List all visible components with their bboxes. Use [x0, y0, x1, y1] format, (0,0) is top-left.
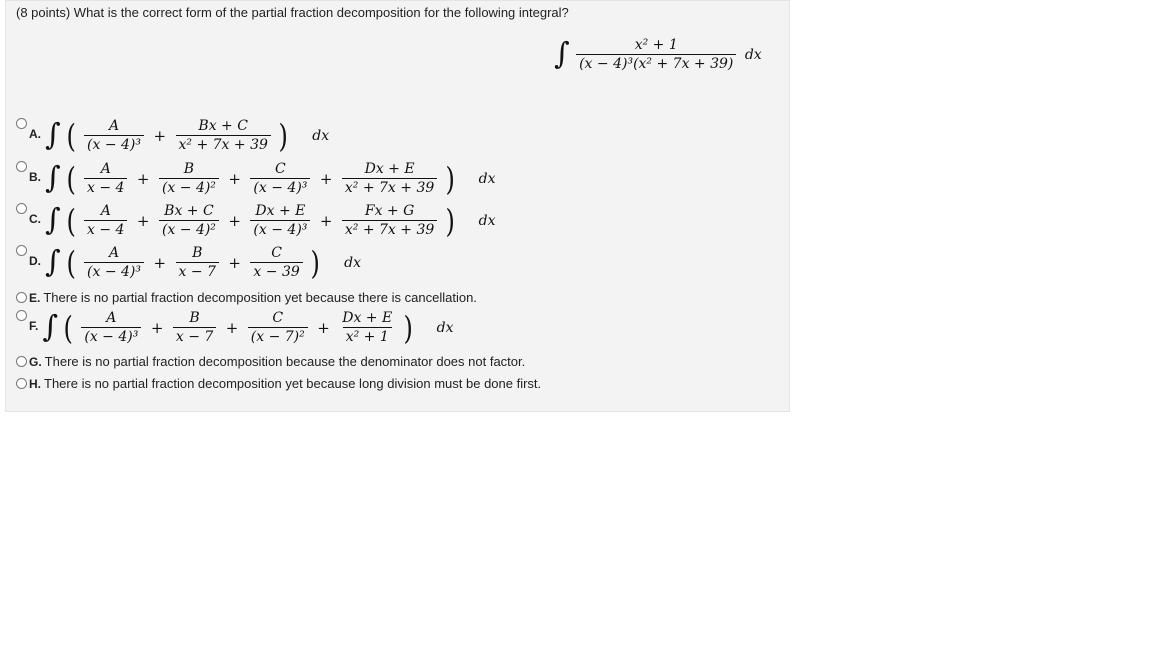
- integrand-numerator: x² + 1: [634, 37, 678, 53]
- option-letter: D.: [29, 254, 41, 268]
- term-fraction: [159, 161, 219, 196]
- radio-button-e[interactable]: [16, 292, 27, 303]
- option-letter: A.: [29, 127, 41, 141]
- plus-sign: +: [153, 253, 167, 272]
- option-letter: F.: [29, 319, 39, 333]
- option-d-expression: [45, 245, 361, 280]
- integral-sign: ∫: [45, 202, 61, 238]
- term-numerator: A: [106, 310, 117, 326]
- option-d[interactable]: [16, 245, 361, 280]
- term-denominator: (x − 4)²: [159, 220, 219, 238]
- option-b[interactable]: [16, 161, 496, 196]
- differential: dx: [436, 319, 454, 336]
- term-fraction: [176, 245, 219, 280]
- term-denominator: (x − 4)³: [250, 220, 310, 238]
- plus-sign: +: [319, 169, 333, 188]
- left-paren: (: [66, 116, 77, 155]
- term-denominator: x² + 7x + 39: [342, 178, 437, 196]
- plus-sign: +: [317, 318, 330, 337]
- term-fraction: [84, 161, 127, 196]
- radio-button-a[interactable]: [16, 118, 27, 129]
- differential: dx: [344, 254, 362, 271]
- plus-sign: +: [319, 211, 333, 230]
- term-fraction: [342, 161, 437, 196]
- option-f[interactable]: [16, 310, 453, 345]
- term-denominator: (x − 4)³: [84, 262, 144, 280]
- term-numerator: C: [275, 161, 286, 177]
- radio-button-d[interactable]: [16, 245, 27, 256]
- radio-button-g[interactable]: [16, 356, 27, 367]
- integral-sign: ∫: [42, 309, 58, 345]
- term-numerator: B: [192, 245, 203, 261]
- term-fraction: [84, 118, 144, 153]
- plus-sign: +: [228, 169, 241, 188]
- left-paren: (: [66, 243, 77, 282]
- radio-button-c[interactable]: [16, 203, 27, 214]
- term-numerator: C: [272, 310, 284, 326]
- integral-sign: ∫: [45, 244, 61, 280]
- term-fraction: [248, 310, 308, 345]
- option-c-expression: [45, 203, 496, 238]
- right-paren: ): [310, 243, 321, 282]
- term-denominator: x − 7: [173, 327, 216, 345]
- option-letter: C.: [29, 212, 41, 226]
- term-denominator: x − 39: [250, 262, 302, 280]
- term-fraction: [173, 310, 216, 345]
- integral-sign: ∫: [45, 117, 61, 153]
- question-integral: [554, 37, 762, 72]
- plus-sign: +: [228, 211, 241, 230]
- plus-sign: +: [150, 318, 164, 337]
- option-e[interactable]: [16, 290, 477, 305]
- option-c[interactable]: [16, 203, 496, 238]
- option-a-expression: [45, 118, 329, 153]
- term-numerator: Dx + E: [364, 161, 415, 177]
- term-denominator: x² + 7x + 39: [342, 220, 437, 238]
- term-denominator: x² + 1: [343, 327, 392, 345]
- term-numerator: A: [108, 118, 120, 134]
- option-h-text: There is no partial fraction decomposition yet because long division must be done first.: [44, 376, 542, 391]
- term-numerator: B: [183, 161, 195, 177]
- term-denominator: (x − 4)²: [159, 178, 219, 196]
- right-paren: ): [403, 308, 413, 347]
- term-numerator: Dx + E: [255, 203, 306, 219]
- option-g[interactable]: [16, 354, 525, 369]
- term-numerator: Bx + C: [164, 203, 214, 219]
- plus-sign: +: [136, 211, 150, 230]
- term-fraction: [84, 245, 144, 280]
- radio-button-f[interactable]: [16, 310, 27, 321]
- plus-sign: +: [228, 253, 241, 272]
- integrand-fraction: [576, 37, 736, 72]
- term-numerator: A: [100, 203, 111, 219]
- differential: dx: [478, 170, 496, 187]
- term-fraction: [84, 203, 127, 238]
- term-numerator: C: [271, 245, 282, 261]
- left-paren: (: [63, 308, 74, 347]
- option-h[interactable]: [16, 376, 541, 391]
- term-numerator: Bx + C: [198, 118, 248, 134]
- question-panel: [5, 0, 790, 412]
- term-denominator: x − 4: [84, 220, 127, 238]
- option-letter: G.: [29, 354, 42, 369]
- radio-button-b[interactable]: [16, 161, 27, 172]
- term-numerator: Fx + G: [364, 203, 415, 219]
- term-denominator: (x − 4)³: [84, 135, 144, 153]
- differential: dx: [478, 212, 496, 229]
- option-letter: H.: [29, 376, 41, 391]
- term-numerator: A: [108, 245, 120, 261]
- term-fraction: [176, 118, 271, 153]
- term-fraction: [250, 161, 310, 196]
- plus-sign: +: [225, 318, 239, 337]
- plus-sign: +: [136, 169, 150, 188]
- option-f-expression: [42, 310, 453, 345]
- term-denominator: (x − 7)²: [248, 327, 308, 345]
- left-paren: (: [66, 201, 77, 240]
- term-denominator: (x − 4)³: [250, 178, 310, 196]
- integral-sign: ∫: [45, 160, 61, 196]
- integral-sign: ∫: [554, 36, 570, 72]
- option-e-text: There is no partial fraction decomposition yet because there is cancellation.: [43, 290, 477, 305]
- term-numerator: B: [189, 310, 200, 326]
- term-fraction: [250, 203, 310, 238]
- right-paren: ): [445, 201, 455, 240]
- term-numerator: A: [100, 161, 111, 177]
- plus-sign: +: [153, 126, 167, 145]
- integrand-denominator: (x − 4)³(x² + 7x + 39): [576, 54, 736, 72]
- option-letter: E.: [29, 290, 41, 305]
- question-text: (8 points) What is the correct form of the partial fraction decomposition for the following integral?: [16, 5, 569, 20]
- term-numerator: Dx + E: [342, 310, 393, 326]
- option-letter: B.: [29, 170, 41, 184]
- term-fraction: [81, 310, 141, 345]
- left-paren: (: [66, 159, 77, 198]
- radio-button-h[interactable]: [16, 378, 27, 389]
- right-paren: ): [445, 159, 455, 198]
- term-denominator: x − 4: [84, 178, 127, 196]
- right-paren: ): [278, 116, 289, 155]
- option-a[interactable]: [16, 118, 329, 153]
- term-fraction: [339, 310, 395, 345]
- differential: dx: [312, 127, 330, 144]
- option-b-expression: [45, 161, 496, 196]
- term-fraction: [250, 245, 302, 280]
- term-denominator: x − 7: [176, 262, 219, 280]
- term-denominator: (x − 4)³: [81, 327, 141, 345]
- term-fraction: [159, 203, 219, 238]
- differential: dx: [744, 46, 762, 63]
- term-fraction: [342, 203, 437, 238]
- term-denominator: x² + 7x + 39: [176, 135, 271, 153]
- option-g-text: There is no partial fraction decomposition because the denominator does not factor.: [44, 354, 526, 369]
